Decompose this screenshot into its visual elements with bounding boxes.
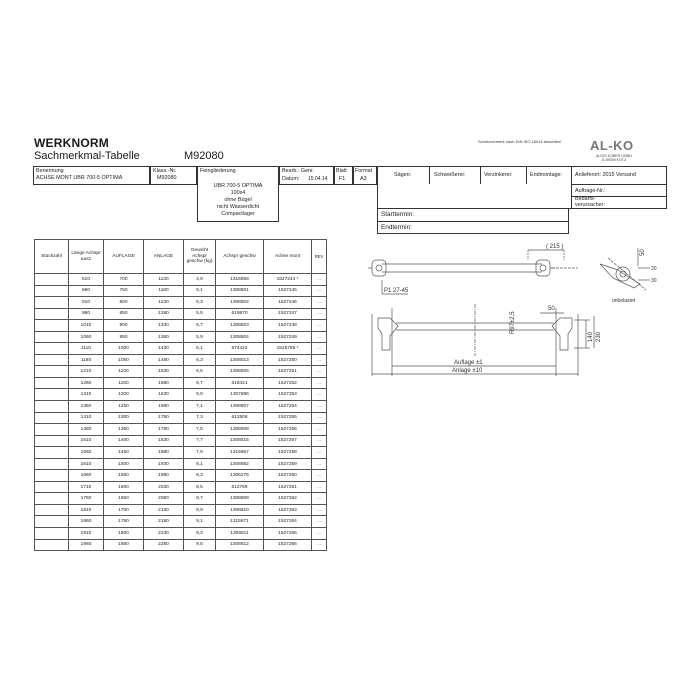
klass-box (150, 166, 197, 185)
table-cell: 1308809 (216, 493, 264, 505)
table-cell: 1850 (104, 539, 144, 551)
table-cell: 5,7 (184, 320, 216, 332)
table-cell: 1680 (144, 401, 184, 413)
col-achse-mont: Achse mont (264, 240, 312, 274)
table-cell (35, 285, 69, 297)
table-row (35, 516, 327, 528)
table-cell: 1510 (69, 435, 104, 447)
table-cell: 1650 (104, 493, 144, 505)
table-cell: 610 (69, 274, 104, 286)
table-cell: 1527249 (264, 331, 312, 343)
table-cell: 1150 (104, 377, 144, 389)
table-cell: 618421 (216, 377, 264, 389)
table-cell: ... (312, 424, 327, 436)
table-row (35, 504, 327, 516)
table-cell: ... (312, 401, 327, 413)
table-cell: 1308808 (216, 424, 264, 436)
table-cell: 1527254 (264, 401, 312, 413)
table-cell: 850 (104, 308, 144, 320)
table-cell: 1308805 (216, 366, 264, 378)
table-cell: 1527252 (264, 377, 312, 389)
feingliederung-line-3: ohne Bügel (224, 197, 252, 203)
auftrage-label: Auftrage-Nr.: (575, 188, 606, 194)
table-cell: 1527262 (264, 493, 312, 505)
table-cell: ... (312, 274, 327, 286)
format-box (353, 166, 377, 185)
table-cell: ... (312, 389, 327, 401)
table-cell: 1600 (104, 481, 144, 493)
dim-radius: R97±2,5 (510, 311, 516, 334)
table-cell: 5,5 (184, 308, 216, 320)
table-cell: ... (312, 458, 327, 470)
table-cell: 1260 (69, 377, 104, 389)
table-cell: 1308807 (216, 401, 264, 413)
table-cell: 612506 (216, 412, 264, 424)
table-row (35, 412, 327, 424)
axle-top-view (368, 248, 638, 294)
table-cell (35, 504, 69, 516)
feingliederung-label: Feingliederung (200, 168, 236, 174)
dim-30: 30 (651, 278, 657, 284)
table-cell: 1308811 (216, 528, 264, 540)
logo-address: D-89359 KÖTZ (601, 158, 627, 163)
table-cell: 1308802 (216, 297, 264, 309)
anlieferort-label: Anlieferort: 2015 Versand (575, 172, 636, 178)
table-cell: 8,1 (184, 458, 216, 470)
table-cell: 1550 (104, 470, 144, 482)
table-header-row (35, 240, 327, 274)
table-cell: 1160 (69, 354, 104, 366)
col-laenge: Länge Achspr ausz (69, 240, 104, 274)
table-cell (35, 401, 69, 413)
verzinkerei-label: Verzinkerei: (484, 172, 513, 178)
process-box (377, 166, 667, 209)
table-cell: 1500 (104, 458, 144, 470)
axle-side-view (600, 258, 650, 290)
dim-50-top: 50 (640, 249, 646, 256)
table-row (35, 424, 327, 436)
table-cell: 1230 (144, 297, 184, 309)
table-cell: 1527251 (264, 366, 312, 378)
table-cell: 6,1 (184, 343, 216, 355)
table-cell: ... (312, 331, 327, 343)
col-auflage: AUFLAGE (104, 240, 144, 274)
doc-subtitle: Sachmerkmal-Tabelle (34, 150, 140, 162)
table-row (35, 285, 327, 297)
endmontage-label: Endmontage: (530, 172, 563, 178)
table-cell: 1400 (104, 435, 144, 447)
table-cell: 900 (104, 320, 144, 332)
table-cell: 6,7 (184, 377, 216, 389)
table-cell: 574422 (216, 343, 264, 355)
table-cell: ... (312, 539, 327, 551)
table-cell: 1315867 (216, 447, 264, 459)
table-cell (35, 424, 69, 436)
table-cell: ... (312, 447, 327, 459)
table-cell: ... (312, 297, 327, 309)
table-cell: 750 (104, 285, 144, 297)
format-value: A3 (360, 176, 367, 182)
starttermin-box (377, 209, 569, 222)
table-cell: 2030 (144, 481, 184, 493)
table-cell: 1810 (69, 504, 104, 516)
table-cell: 1527246 (264, 297, 312, 309)
table-cell: 1100 (104, 366, 144, 378)
table-cell: 1527244 * (264, 274, 312, 286)
table-cell: 1315858 (216, 274, 264, 286)
table-cell (35, 470, 69, 482)
benennung-label: Benennung (36, 168, 64, 174)
dim-unbelastet: unbelastet (612, 298, 636, 304)
table-cell: 1360 (69, 401, 104, 413)
table-cell: 8,3 (184, 470, 216, 482)
table-cell (35, 274, 69, 286)
table-cell (35, 297, 69, 309)
bearb-label: Bearb.: Genr. (282, 168, 315, 174)
table-cell: 1860 (69, 516, 104, 528)
table-cell: 910 (69, 297, 104, 309)
bedarfs-label-1: Bedarfs- (575, 196, 596, 202)
table-cell (35, 435, 69, 447)
table-cell: 1300 (104, 412, 144, 424)
table-row (35, 308, 327, 320)
benennung-value: ACHSE MONT UBR 700-5 OPTIMA (36, 175, 123, 181)
table-cell: 1306276 (216, 470, 264, 482)
table-cell: 1308803 (216, 320, 264, 332)
col-anlage: ANLAGE (144, 240, 184, 274)
table-row (35, 493, 327, 505)
table-cell: ... (312, 377, 327, 389)
table-cell: 1308801 (216, 285, 264, 297)
table-cell: 1800 (104, 528, 144, 540)
table-cell: 960 (69, 308, 104, 320)
table-cell: 1527248 (264, 320, 312, 332)
table-row (35, 539, 327, 551)
table-cell: ... (312, 493, 327, 505)
saegen-label: Sägen: (394, 172, 412, 178)
table-cell (35, 481, 69, 493)
table-cell: 800 (104, 297, 144, 309)
table-cell: 1308013 (216, 354, 264, 366)
bearb-box (279, 166, 334, 185)
table-cell: ... (312, 470, 327, 482)
endtermin-box (377, 222, 569, 234)
table-cell: 660 (69, 285, 104, 297)
table-cell (35, 447, 69, 459)
feingliederung-line-2: 100x4 (230, 190, 246, 196)
table-cell: ... (312, 320, 327, 332)
table-cell: 1308515 (216, 435, 264, 447)
table-cell: 2230 (144, 528, 184, 540)
datum-value: 15.04.14 (308, 176, 328, 182)
table-cell: 1910 (69, 528, 104, 540)
table-cell: ... (312, 366, 327, 378)
table-cell: 1430 (144, 343, 184, 355)
doc-title: WERKNORM (34, 136, 109, 150)
table-cell: 2080 (144, 493, 184, 505)
table-cell: 1060 (69, 331, 104, 343)
table-cell: 2130 (144, 504, 184, 516)
table-cell: 8,5 (184, 481, 216, 493)
table-cell: 1580 (144, 377, 184, 389)
table-cell: 1960 (69, 539, 104, 551)
dim-p1: P1 27-45 (384, 288, 409, 294)
table-row (35, 354, 327, 366)
table-row (35, 401, 327, 413)
table-row (35, 470, 327, 482)
table-row (35, 435, 327, 447)
table-row (35, 528, 327, 540)
axle-drawing (368, 238, 668, 388)
dim-140: 140 (588, 331, 594, 342)
table-cell: 619870 (216, 308, 264, 320)
table-cell: 1280 (144, 308, 184, 320)
table-cell: 1610 (69, 458, 104, 470)
table-cell (35, 343, 69, 355)
table-cell (35, 320, 69, 332)
dim-50-mid: 50 (548, 306, 555, 312)
table-cell: 1527250 (264, 354, 312, 366)
feingliederung-line-5: Compactlager (221, 211, 255, 217)
logo-company: ALOIS KOBER GMBH (596, 154, 632, 158)
table-cell: 1527258 (264, 447, 312, 459)
endtermin-label: Endtermin: (381, 224, 412, 231)
benennung-box (33, 166, 150, 185)
table-cell: 1527266 (264, 539, 312, 551)
table-cell: 950 (104, 331, 144, 343)
table-cell: 1630 (144, 389, 184, 401)
table-cell: 7,7 (184, 435, 216, 447)
table-cell: 1050 (104, 354, 144, 366)
table-cell: 1450 (104, 447, 144, 459)
table-cell: ... (312, 354, 327, 366)
table-cell: 1527260 (264, 470, 312, 482)
table-cell: 1000 (104, 343, 144, 355)
table-row (35, 320, 327, 332)
table-cell: 1315871 (216, 516, 264, 528)
table-cell: 4,9 (184, 274, 216, 286)
alko-logo: AL-KO (590, 138, 634, 153)
table-cell (35, 354, 69, 366)
table-cell: 1350 (104, 424, 144, 436)
table-cell (35, 389, 69, 401)
table-cell: 7,5 (184, 424, 216, 436)
bedarfs-label-2: verursacher: (575, 202, 605, 208)
feingliederung-line-1: UBR 700-5 OPTIMA (213, 183, 263, 189)
table-cell: 1980 (144, 470, 184, 482)
table-cell: ... (312, 435, 327, 447)
blatt-box (334, 166, 353, 185)
table-cell: 1660 (69, 470, 104, 482)
table-cell: 1710 (69, 481, 104, 493)
table-cell: 1527264 (264, 516, 312, 528)
table-cell: 1310 (69, 389, 104, 401)
table-cell (35, 308, 69, 320)
table-cell (35, 493, 69, 505)
dim-20: 20 (651, 266, 657, 272)
table-cell: 700 (104, 274, 144, 286)
table-cell: 1250 (104, 401, 144, 413)
format-label: Format (355, 168, 373, 174)
starttermin-label: Starttermin: (381, 211, 415, 218)
table-row (35, 343, 327, 355)
spec-table-body (35, 274, 327, 551)
table-cell: 1527261 (264, 481, 312, 493)
table-cell: 1308804 (216, 331, 264, 343)
table-row (35, 447, 327, 459)
table-cell: 1527263 (264, 504, 312, 516)
table-cell: 1930 (144, 458, 184, 470)
table-cell: 7,9 (184, 447, 216, 459)
table-cell: 1760 (69, 493, 104, 505)
table-cell: 6,3 (184, 354, 216, 366)
datum-label: Datum: (282, 176, 300, 182)
table-cell (35, 412, 69, 424)
table-cell: 1380 (144, 331, 184, 343)
table-cell: 7,1 (184, 401, 216, 413)
table-cell: ... (312, 481, 327, 493)
dim-anlage: Anlage ±10 (452, 368, 483, 374)
dim-230: 230 (596, 331, 602, 342)
table-row (35, 458, 327, 470)
table-cell: ... (312, 412, 327, 424)
col-gewicht: Gewicht Achspr geschw (kg) (184, 240, 216, 274)
table-cell: 5,1 (184, 285, 216, 297)
table-cell: 612769 (216, 481, 264, 493)
table-cell: 1527259 (264, 458, 312, 470)
table-cell: 1460 (69, 424, 104, 436)
table-cell: 1527255 (264, 412, 312, 424)
table-cell: 5,9 (184, 331, 216, 343)
dim-auflage: Auflage ±1 (454, 360, 483, 366)
table-cell: 1750 (144, 412, 184, 424)
table-cell: 1700 (104, 504, 144, 516)
table-cell: 1480 (144, 354, 184, 366)
table-cell (35, 539, 69, 551)
table-cell (35, 377, 69, 389)
table-cell: 2180 (144, 516, 184, 528)
doc-number: M92080 (184, 150, 224, 162)
klass-label: Klass.-Nr. (153, 168, 177, 174)
table-cell: ... (312, 343, 327, 355)
table-cell: 2280 (144, 539, 184, 551)
table-cell (35, 331, 69, 343)
table-cell (35, 458, 69, 470)
table-cell: 1525785 * (264, 343, 312, 355)
table-cell: 1527253 (264, 389, 312, 401)
axle-front-view (372, 304, 594, 376)
table-row (35, 297, 327, 309)
table-cell: 8,7 (184, 493, 216, 505)
table-row (35, 331, 327, 343)
table-cell: 1780 (144, 424, 184, 436)
table-cell (35, 516, 69, 528)
table-cell (35, 528, 69, 540)
table-cell: 1560 (69, 447, 104, 459)
table-row (35, 274, 327, 286)
table-cell: 1880 (144, 447, 184, 459)
dim-215: ( 215 ) (546, 244, 564, 250)
table-cell: 1330 (144, 320, 184, 332)
table-cell: 9,1 (184, 516, 216, 528)
logo-subtext (596, 154, 632, 163)
col-rev: REV (312, 240, 327, 274)
table-cell: 1130 (144, 274, 184, 286)
table-cell: 1527257 (264, 435, 312, 447)
spec-table (34, 239, 327, 551)
table-cell: 1527256 (264, 424, 312, 436)
table-cell: 8,9 (184, 504, 216, 516)
table-cell: 1527247 (264, 308, 312, 320)
table-cell: ... (312, 528, 327, 540)
table-row (35, 481, 327, 493)
blatt-value: F1 (339, 176, 346, 182)
table-cell: ... (312, 285, 327, 297)
col-achspr: Achspr geschw (216, 240, 264, 274)
table-row (35, 389, 327, 401)
table-cell: 1210 (69, 366, 104, 378)
feingliederung-line-4: nicht Wasserdicht (216, 204, 260, 210)
table-cell: 5,3 (184, 297, 216, 309)
col-stueckzahl: Stückzahl (35, 240, 69, 274)
table-cell: 6,9 (184, 389, 216, 401)
table-cell: 1308812 (216, 539, 264, 551)
table-cell: 1527245 (264, 285, 312, 297)
table-cell: 1410 (69, 412, 104, 424)
table-cell: 1750 (104, 516, 144, 528)
klass-value: M92080 (157, 175, 177, 181)
blatt-label: Blatt (336, 168, 347, 174)
table-cell: 6,5 (184, 366, 216, 378)
table-cell: 9,3 (184, 528, 216, 540)
table-cell: 1110 (69, 343, 104, 355)
feingliederung-box (197, 166, 279, 222)
table-cell: ... (312, 504, 327, 516)
table-cell: 1200 (104, 389, 144, 401)
table-cell (35, 366, 69, 378)
table-cell: 1830 (144, 435, 184, 447)
table-cell: 1308810 (216, 504, 264, 516)
table-cell: ... (312, 308, 327, 320)
table-cell: 9,5 (184, 539, 216, 551)
table-cell: ... (312, 516, 327, 528)
table-row (35, 366, 327, 378)
table-cell: 1527265 (264, 528, 312, 540)
table-row (35, 377, 327, 389)
table-cell: 1010 (69, 320, 104, 332)
table-cell: 1308562 (216, 458, 264, 470)
schweissen-label: Schweißerei: (434, 172, 466, 178)
table-cell: 1307886 (216, 389, 264, 401)
table-cell: 1530 (144, 366, 184, 378)
table-cell: 1180 (144, 285, 184, 297)
protection-note: Schutzvermerk nach DIN ISO 16016 beachten! (478, 139, 562, 144)
table-cell: 7,3 (184, 412, 216, 424)
